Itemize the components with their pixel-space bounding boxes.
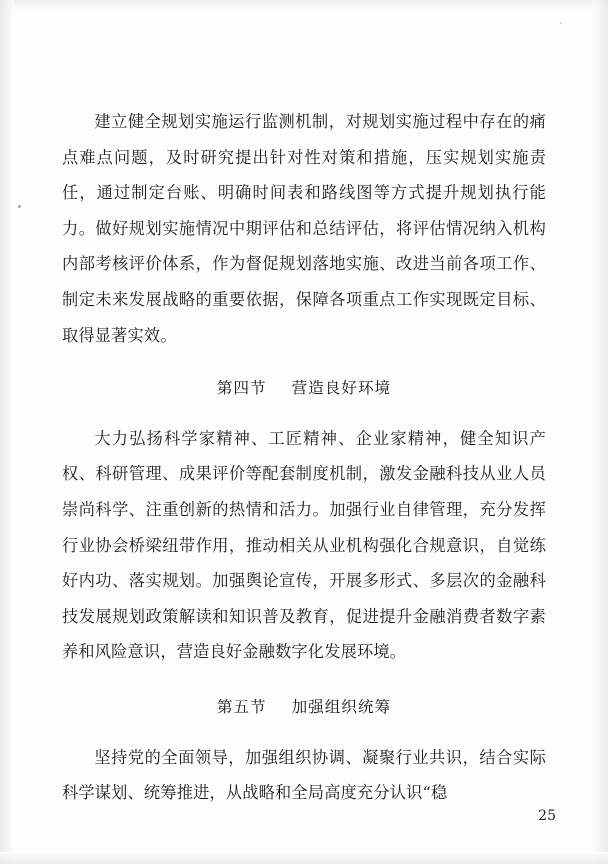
scan-edge-top: [0, 0, 608, 10]
section-number: 第五节: [216, 697, 267, 716]
scan-edge-left: [0, 0, 14, 864]
page-number: 25: [538, 808, 556, 824]
section-heading-fourth: [62, 371, 546, 407]
section-heading-fifth: [62, 690, 546, 726]
ink-speck-secondary: [560, 22, 562, 24]
section-title: 营造良好环境: [291, 379, 392, 398]
paragraph-monitoring-mechanism: 建立健全规划实施运行监测机制，对规划实施过程中存在的痛点难点问题，及时研究提出针对性对策和措施，压实规划实施责任，通过制定台账、明确时间表和路线图等方式提升规划执行能力。做好规划实施情况中期评估和总结评估，将评估情况纳入机构内部考核评价体系，作为督促规划落地实施、改进当前各项工作、制定未来发展战略的重要依据，保障各项重点工作实现既定目标、取得显著实效。: [62, 112, 546, 345]
paragraph-organizational-coordination: 坚持党的全面领导，加强组织协调、凝聚行业共识，结合实际科学谋划、统筹推进，从战略和全局高度充分认识“稳: [62, 747, 546, 803]
ink-speck: [18, 205, 21, 208]
section-title: 加强组织统筹: [291, 697, 392, 716]
document-body: [62, 104, 546, 811]
scan-edge-bottom: [0, 852, 608, 864]
scan-edge-right: [592, 0, 608, 864]
section-number: 第四节: [216, 379, 267, 398]
paragraph-good-environment: 大力弘扬科学家精神、工匠精神、企业家精神，健全知识产权、科研管理、成果评价等配套制度机制，激发金融科技从业人员崇尚科学、注重创新的热情和活力。加强行业自律管理，充分发挥行业协会桥梁纽带作用，推动相关从业机构强化合规意识，自觉练好内功、落实规划。加强舆论宣传，开展多形式、多层次的金融科技发展规划政策解读和知识普及教育，促进提升金融消费者数字素养和风险意识，营造良好金融数字化发展环境。: [62, 428, 546, 662]
